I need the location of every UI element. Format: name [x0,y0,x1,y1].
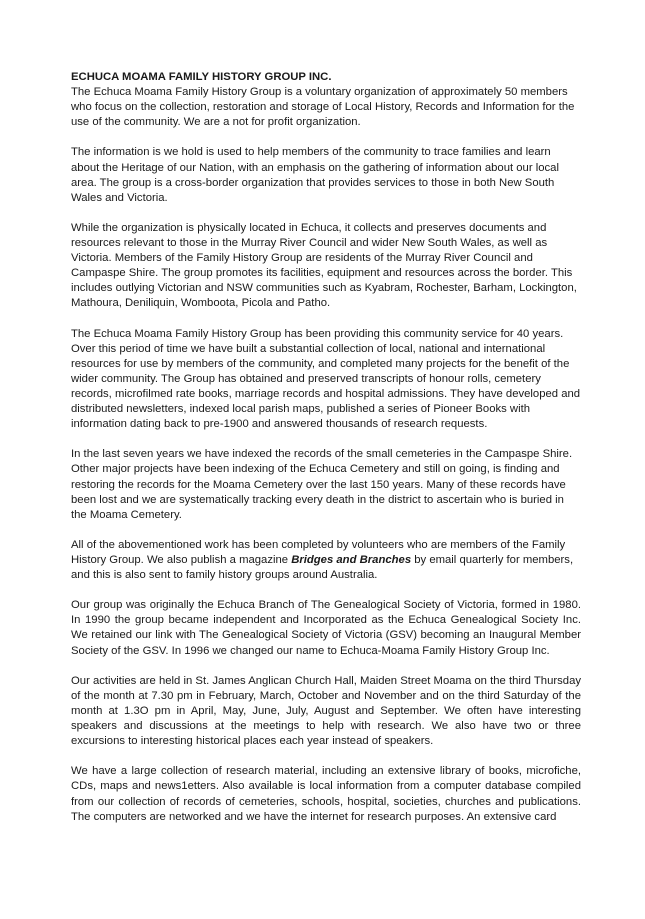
document-page [71,70,581,840]
document-title: ECHUCA MOAMA FAMILY HISTORY GROUP INC. [71,71,332,83]
paragraph-volunteers-before: All of the abovementioned work has been completed by volunteers who are members of the Family History Group. We also publish a magazine [71,538,566,566]
paragraph-collection: We have a large collection of research material, including an extensive library of books, microfiche, CDs, maps and news1etters. Also available is local information from a computer database compiled from our collection of records of cemeteries, schools, hospital, societies, churches and publications. The computers are networked and we have the internet for research purposes. An extensive card [71,765,581,823]
paragraph-intro: The Echuca Moama Family History Group is a voluntary organization of approximately 50 members who focus on the collection, restoration and storage of Local History, Records and Information for the use of the community. We are a not for profit organization. [71,86,575,129]
paragraph-location: While the organization is physically located in Echuca, it collects and preserves documents and resources relevant to those in the Murray River Council and wider New South Wales, as well as Victoria. Members of the Family History Group are residents of the Murray River Council and Campaspe Shire. The group promotes its facilities, equipment and resources across the border. This includes outlying Victorian and NSW communities such as Kyabram, Rochester, Barham, Lockington, Mathoura, Deniliquin, Womboota, Picola and Patho. [71,221,577,310]
paragraph-service-history: The Echuca Moama Family History Group has been providing this community service for 40 years. Over this period of time we have built a substantial collection of local, national and international resources for use by members of the community, and completed many projects for the benefit of the wider community. The Group has obtained and preserved transcripts of honour rolls, cemetery records, microfilmed rate books, marriage records and hospital admissions. They have developed and distributed newsletters, indexed local parish maps, published a series of Pioneer Books with information dating back to pre-1900 and answered thousands of research requests. [71,327,581,431]
magazine-title: Bridges and Branches [291,554,412,566]
paragraph-origins: Our group was originally the Echuca Branch of The Genealogical Society of Victoria, formed in 1980. In 1990 the group became independent and Incorporated as the Echuca Genealogical Society Inc. We retained our link with The Genealogical Society of Victoria (GSV) becoming an Inaugural Member Society of the GSV. In 1996 we changed our name to Echuca-Moama Family History Group Inc. [71,599,581,657]
paragraph-information: The information is we hold is used to help members of the community to trace families and learn about the Heritage of our Nation, with an emphasis on the gathering of information about our local area. The group is a cross-border organization that provides services to those in both New South Wales and Victoria. [71,146,559,204]
paragraph-cemeteries: In the last seven years we have indexed the records of the small cemeteries in the Campaspe Shire. Other major projects have been indexing of the Echuca Cemetery and still on going, is finding and restoring the records for the Moama Cemetery over the last 150 years. Many of these records have been lost and we are systematically tracking every death in the district to ascertain who is buried in the Moama Cemetery. [71,448,573,521]
paragraph-activities: Our activities are held in St. James Anglican Church Hall, Maiden Street Moama on the third Thursday of the month at 7.30 pm in February, March, October and November and on the third Saturday of the month at 1.3O pm in April, May, June, July, August and September. We often have interesting speakers and discussions at the meetings to help with research. We also have two or three excursions to interesting historical places each year instead of speakers. [71,674,581,748]
paragraph-volunteers-after: by email quarterly for members, and this is also sent to family history groups around Australia. [71,554,574,582]
paragraph-volunteers [71,538,581,583]
